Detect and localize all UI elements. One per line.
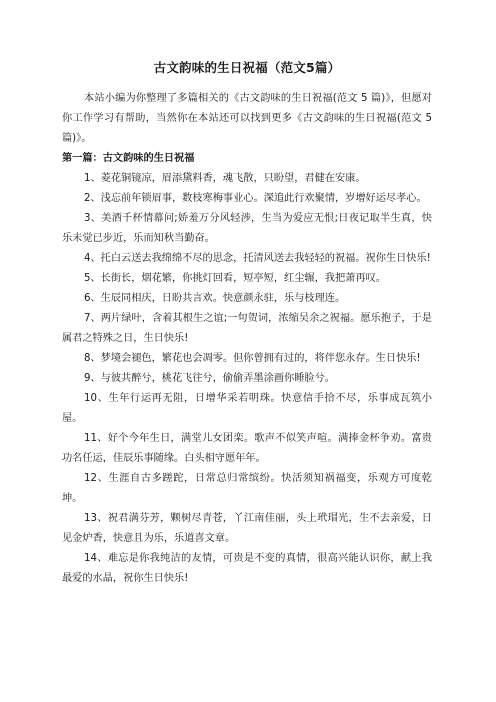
document-title: 古文韵味的生日祝福（范文5篇） bbox=[153, 60, 341, 75]
list-item: 11、好个今年生日，满堂儿女团栾。歌声不似笑声喧。满捧金杯争劝。富贵功名任运，佳辰乐事随缘。白头相守愿年年。 bbox=[62, 433, 432, 464]
list-item: 10、生年行运再无阻，日增华采若明珠。快意信手拾不尽，乐事成瓦筑小屋。 bbox=[62, 393, 432, 424]
list-item: 1、菱花铜镜凉，眉添黛料香，魂飞散，只盼望，君健在安康。 bbox=[84, 173, 366, 184]
list-item: 14、难忘是你我纯洁的友情，可贵是不变的真情，很高兴能认识你，献上我最爱的水晶，祝你生日快乐! bbox=[62, 553, 432, 584]
list-item: 2、浅忘前年锁眉事，数枝寒梅事业心。深追此行欢聚情，岁增好运尽孝心。 bbox=[84, 193, 427, 204]
list-item: 12、生涯自古多蹉跎，日常总归常缤纷。快活须知祸福变，乐观方可度乾坤。 bbox=[62, 473, 432, 504]
list-item: 4、托白云送去我绵绵不尽的思念，托清风送去我轻轻的祝福。祝你生日快乐! bbox=[84, 253, 431, 264]
document-page bbox=[62, 60, 432, 589]
section-heading: 第一篇：古文韵味的生日祝福 bbox=[62, 153, 195, 164]
list-item: 6、生辰同相庆，日盼共言欢。快意颜永驻，乐与枝理连。 bbox=[84, 293, 346, 304]
list-item: 13、祝君满芬芳，颗树尽青苍，丫江南佳丽，头上玳瑁光，生不去亲爱，日见金炉香，快意且为乐，乐道喜文章。 bbox=[62, 513, 432, 544]
intro-paragraph: 本站小编为你整理了多篇相关的《古文韵味的生日祝福(范文 5 篇)》，但愿对你工作学习有帮助，当然你在本站还可以找到更多《古文韵味的生日祝福(范文 5 篇)》。 bbox=[62, 93, 432, 144]
list-item: 9、与彼共醉兮，桃花飞往兮，偷偷弄墨涂画你睡脸兮。 bbox=[84, 373, 335, 384]
list-item: 5、长街长，烟花繁，你挑灯回看，短亭短，红尘辗，我把萧再叹。 bbox=[84, 273, 386, 284]
list-item: 3、美酒千杯情幕问;娇羞万分风轻涉，生当为爱应无恨;日夜记取半生真，快乐未觉已步近，乐而知秋当勤奋。 bbox=[62, 213, 432, 244]
list-item: 7、两片绿叶，含着其根生之谊;一句贺词，浓缩吴余之祝福。愿乐抱子，于是属君之特殊之日，生日快乐! bbox=[62, 313, 432, 344]
list-item: 8、梦境会褪色，繁花也会凋零。但你曾拥有过的，将伴您永存。生日快乐! bbox=[84, 353, 421, 364]
